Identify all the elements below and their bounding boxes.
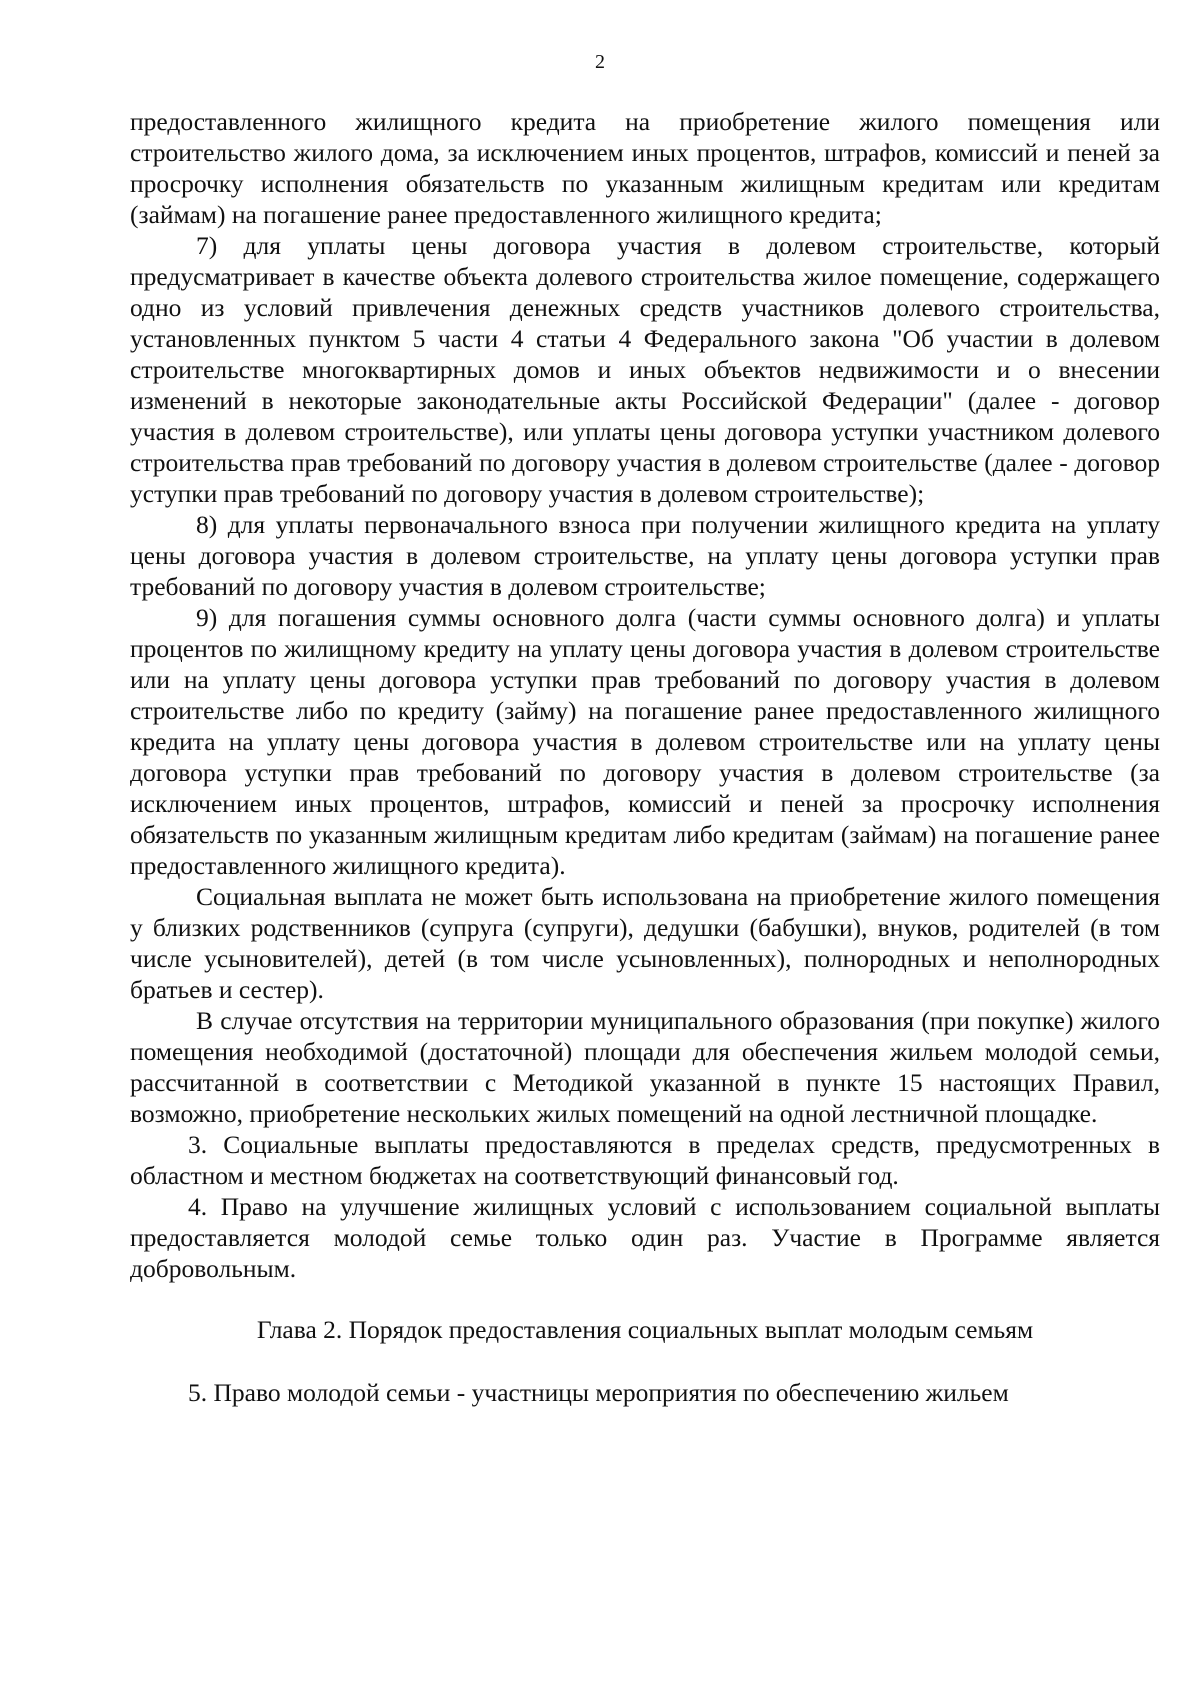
paragraph-item-8: 8) для уплаты первоначального взноса при получении жилищного кредита на уплату цены договора участия в долевом строительстве, на уплату цены договора уступки прав требований по договору участия в долевом строительстве; xyxy=(130,510,1160,601)
paragraph-continuation: предоставленного жилищного кредита на приобретение жилого помещения или строительство жилого дома, за исключением иных процентов, штрафов, комиссий и пеней за просрочку исполнения обязательств по указанным жилищным кредитам или кредитам (займам) на погашение ранее предоставленного жилищного кредита; xyxy=(130,107,1160,229)
paragraph-item-5: 5. Право молодой семьи - участницы мероприятия по обеспечению жильем xyxy=(188,1378,1009,1407)
paragraph-item-7: 7) для уплаты цены договора участия в долевом строительстве, который предусматривает в качестве объекта долевого строительства жилое помещение, содержащего одно из условий привлечения денежных средств участников долевого строительства, установленных пунктом 5 части 4 статьи 4 Федерального закона "Об участии в долевом строительстве многоквартирных домов и иных объектов недвижимости и о внесении изменений в некоторые законодательные акты Российской Федерации" (далее - договор участия в долевом строительстве), или уплаты цены договора уступки участником долевого строительства прав требований по договору участия в долевом строительстве (далее - договор уступки прав требований по договору участия в долевом строительстве); xyxy=(130,231,1160,508)
paragraph-item-4: 4. Право на улучшение жилищных условий с использованием социальной выплаты предоставляется молодой семье только один раз. Участие в Программе является добровольным. xyxy=(130,1192,1160,1283)
page-number: 2 xyxy=(595,51,605,73)
paragraph-restriction: Социальная выплата не может быть использована на приобретение жилого помещения у близких родственников (супруга (супруги), дедушки (бабушки), внуков, родителей (в том числе усыновителей), детей (в том числе усыновленных), полнородных и неполнородных братьев и сестер). xyxy=(130,882,1160,1004)
paragraph-item-3: 3. Социальные выплаты предоставляются в пределах средств, предусмотренных в областном и местном бюджетах на соответствующий финансовый год. xyxy=(130,1130,1160,1190)
chapter-heading: Глава 2. Порядок предоставления социальных выплат молодым семьям xyxy=(256,1315,1034,1344)
paragraph-absence-case: В случае отсутствия на территории муниципального образования (при покупке) жилого помещения необходимой (достаточной) площади для обеспечения жильем молодой семьи, рассчитанной в соответствии с Методикой указанной в пункте 15 настоящих Правил, возможно, приобретение нескольких жилых помещений на одной лестничной площадке. xyxy=(130,1006,1160,1128)
document-body xyxy=(130,106,1160,1408)
paragraph-item-9: 9) для погашения суммы основного долга (части суммы основного долга) и уплаты процентов по жилищному кредиту на уплату цены договора участия в долевом строительстве или на уплату цены договора уступки прав требований по договору участия в долевом строительстве либо по кредиту (займу) на погашение ранее предоставленного жилищного кредита на уплату цены договора участия в долевом строительстве или на уплату цены договора уступки прав требований по договору участия в долевом строительстве (за исключением иных процентов, штрафов, комиссий и пеней за просрочку исполнения обязательств по указанным жилищным кредитам либо кредитам (займам) на погашение ранее предоставленного жилищного кредита). xyxy=(130,603,1160,880)
